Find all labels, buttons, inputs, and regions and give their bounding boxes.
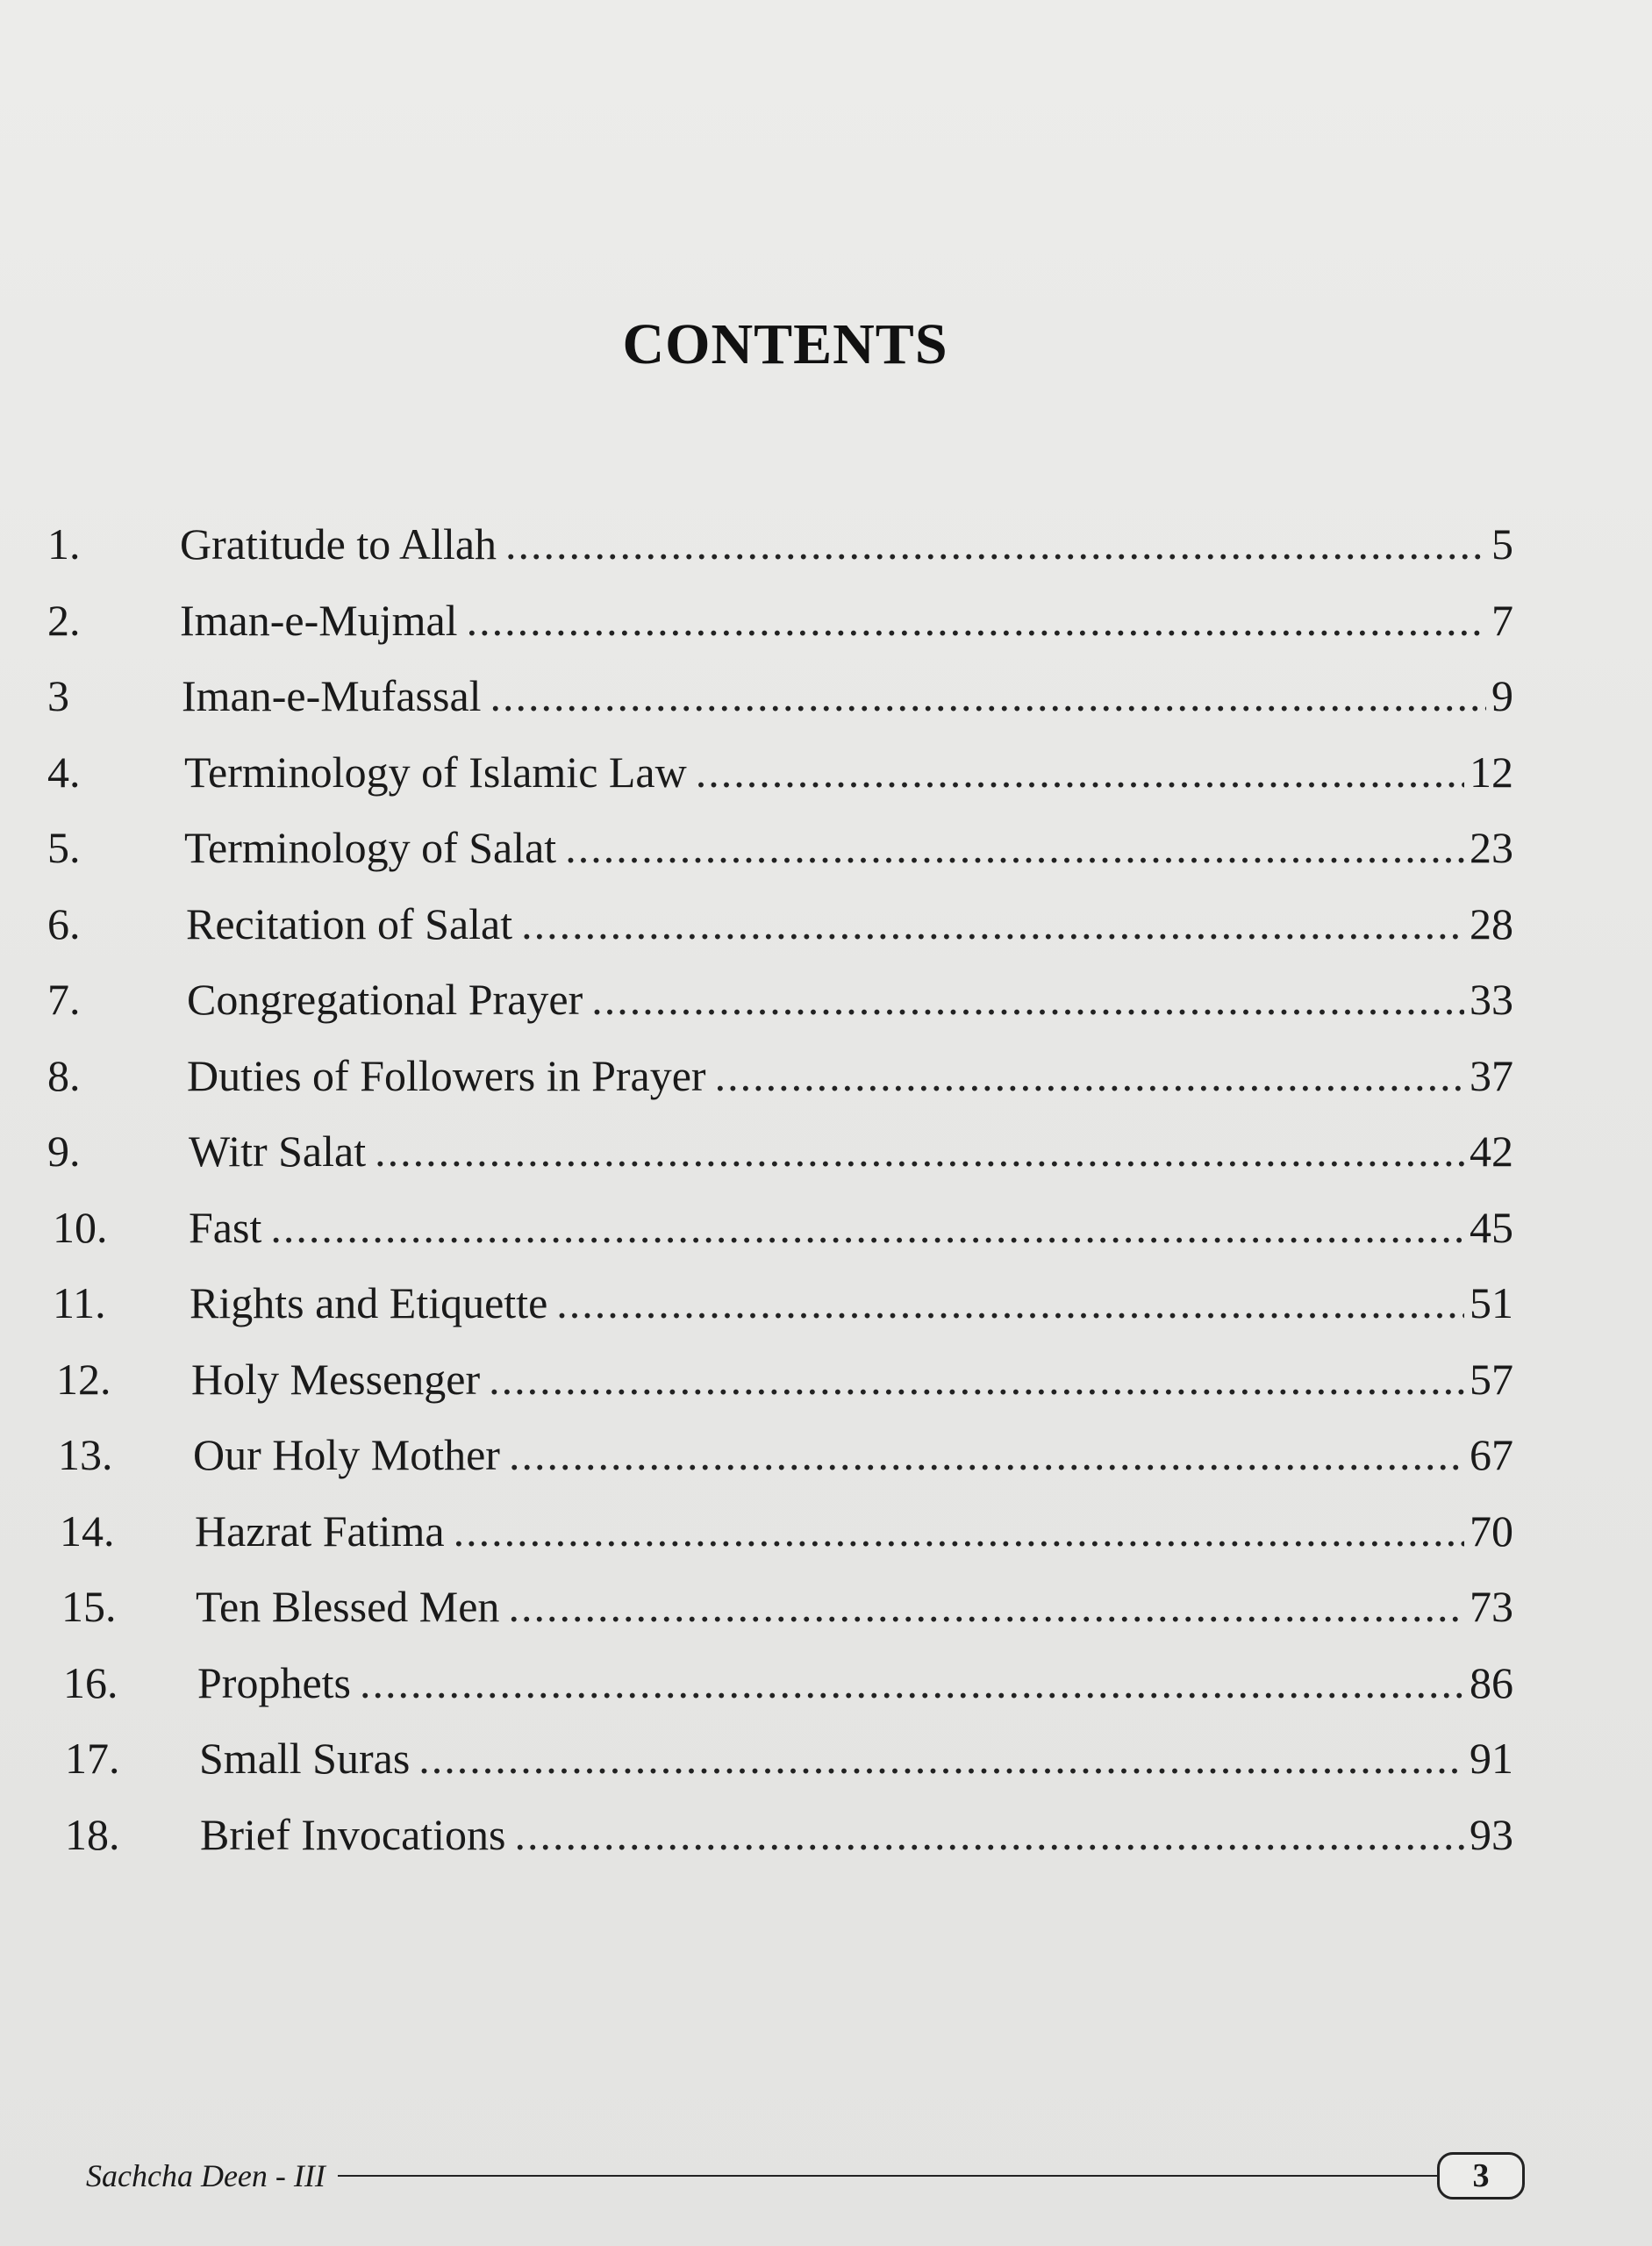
toc-page-number: 93 <box>1470 1809 1513 1859</box>
toc-row <box>0 1272 1652 1334</box>
toc-row <box>0 969 1652 1030</box>
toc-entry <box>186 893 1513 955</box>
toc-entry <box>184 741 1513 803</box>
toc-leader-dots <box>489 1348 1464 1410</box>
toc-leader-dots <box>418 1727 1464 1789</box>
toc-page-number: 86 <box>1470 1657 1513 1707</box>
toc-number: 14. <box>60 1506 115 1556</box>
toc-title: Hazrat Fatima <box>195 1506 445 1556</box>
toc-number: 7. <box>47 975 81 1024</box>
toc-leader-dots <box>515 1804 1464 1865</box>
toc-number: 12. <box>56 1354 111 1404</box>
toc-leader-dots <box>505 513 1486 575</box>
footer-page-number: 3 <box>1437 2152 1525 2200</box>
toc-number: 15. <box>61 1582 117 1631</box>
toc-entry <box>180 513 1513 575</box>
toc-leader-dots <box>375 1120 1464 1182</box>
toc-page-number: 57 <box>1470 1354 1513 1404</box>
toc-page-number: 45 <box>1470 1202 1513 1252</box>
toc-entry <box>187 969 1513 1030</box>
toc-entry <box>189 1120 1513 1182</box>
toc-page-number: 51 <box>1470 1278 1513 1327</box>
toc-row <box>0 1045 1652 1106</box>
toc-page-number: 42 <box>1470 1127 1513 1176</box>
toc-number: 9. <box>47 1127 81 1176</box>
toc-title: Gratitude to Allah <box>180 519 497 569</box>
toc-page-number: 91 <box>1470 1734 1513 1783</box>
toc-row <box>0 1197 1652 1258</box>
toc-leader-dots <box>591 969 1464 1030</box>
toc-title: Congregational Prayer <box>187 975 583 1024</box>
footer-book-title: Sachcha Deen - III <box>86 2158 325 2193</box>
toc-title: Duties of Followers in Prayer <box>187 1050 706 1100</box>
toc-entry <box>190 1272 1513 1334</box>
toc-page-number: 23 <box>1470 823 1513 872</box>
toc-leader-dots <box>467 590 1486 651</box>
toc-entry <box>191 1348 1513 1410</box>
toc-title: Holy Messenger <box>191 1354 481 1404</box>
toc-title: Fast <box>189 1202 262 1252</box>
toc-row <box>0 741 1652 803</box>
toc-title: Terminology of Islamic Law <box>184 747 687 797</box>
toc-row <box>0 590 1652 651</box>
toc-leader-dots <box>490 665 1486 726</box>
toc-leader-dots <box>360 1652 1464 1713</box>
toc-entry <box>196 1576 1513 1637</box>
toc-number: 18. <box>65 1809 120 1859</box>
toc-number: 17. <box>65 1734 120 1783</box>
toc-number: 2. <box>47 595 81 645</box>
toc-leader-dots <box>556 1272 1464 1334</box>
toc-entry <box>199 1727 1513 1789</box>
toc-entry <box>200 1804 1513 1865</box>
toc-row <box>0 513 1652 575</box>
toc-entry <box>195 1500 1513 1562</box>
toc-row <box>0 665 1652 726</box>
toc-row <box>0 1727 1652 1789</box>
toc-number: 10. <box>53 1202 108 1252</box>
toc-number: 6. <box>47 898 81 948</box>
toc-leader-dots <box>521 893 1464 955</box>
toc-title: Prophets <box>197 1657 351 1707</box>
toc-page-number: 12 <box>1470 747 1513 797</box>
toc-title: Ten Blessed Men <box>196 1582 500 1631</box>
toc-page-number: 7 <box>1491 595 1513 645</box>
toc-title: Our Holy Mother <box>193 1430 500 1479</box>
toc-entry <box>180 590 1513 651</box>
toc-leader-dots <box>454 1500 1464 1562</box>
toc-entry <box>193 1424 1513 1485</box>
toc-row <box>0 1804 1652 1865</box>
toc-number: 16. <box>63 1657 118 1707</box>
toc-row <box>0 1120 1652 1182</box>
toc-leader-dots <box>696 741 1464 803</box>
toc-row <box>0 1348 1652 1410</box>
toc-title: Iman-e-Mufassal <box>182 671 482 720</box>
toc-row <box>0 817 1652 878</box>
toc-title: Iman-e-Mujmal <box>180 595 458 645</box>
toc-leader-dots <box>715 1045 1464 1106</box>
toc-entry <box>182 665 1513 726</box>
page-footer <box>86 2149 1525 2202</box>
toc-title: Terminology of Salat <box>184 823 557 872</box>
toc-page-number: 33 <box>1470 975 1513 1024</box>
toc-row <box>0 1652 1652 1713</box>
toc-page-number: 73 <box>1470 1582 1513 1631</box>
toc-title: Rights and Etiquette <box>190 1278 548 1327</box>
toc-leader-dots <box>508 1576 1464 1637</box>
toc-leader-dots <box>565 817 1464 878</box>
toc-entry <box>197 1652 1513 1713</box>
toc-leader-dots <box>270 1197 1464 1258</box>
toc-number: 8. <box>47 1050 81 1100</box>
footer-rule <box>338 2175 1437 2177</box>
toc-title: Brief Invocations <box>200 1809 506 1859</box>
toc-title: Witr Salat <box>189 1127 367 1176</box>
toc-row <box>0 1576 1652 1637</box>
toc-page-number: 67 <box>1470 1430 1513 1479</box>
toc-page-number: 70 <box>1470 1506 1513 1556</box>
toc-leader-dots <box>509 1424 1464 1485</box>
page-title: CONTENTS <box>622 312 948 376</box>
toc-number: 1. <box>47 519 81 569</box>
toc-number: 3 <box>47 671 69 720</box>
toc-number: 5. <box>47 823 81 872</box>
toc-entry <box>187 1045 1513 1106</box>
toc-page-number: 37 <box>1470 1050 1513 1100</box>
toc-title: Recitation of Salat <box>186 898 513 948</box>
toc-row <box>0 1424 1652 1485</box>
toc-row <box>0 1500 1652 1562</box>
toc-number: 11. <box>53 1278 106 1327</box>
toc-number: 13. <box>58 1430 113 1479</box>
toc-page-number: 5 <box>1491 519 1513 569</box>
toc-title: Small Suras <box>199 1734 411 1783</box>
toc-page-number: 28 <box>1470 898 1513 948</box>
toc-page-number: 9 <box>1491 671 1513 720</box>
toc-entry <box>184 817 1513 878</box>
toc-number: 4. <box>47 747 81 797</box>
toc-row <box>0 893 1652 955</box>
toc-entry <box>189 1197 1513 1258</box>
